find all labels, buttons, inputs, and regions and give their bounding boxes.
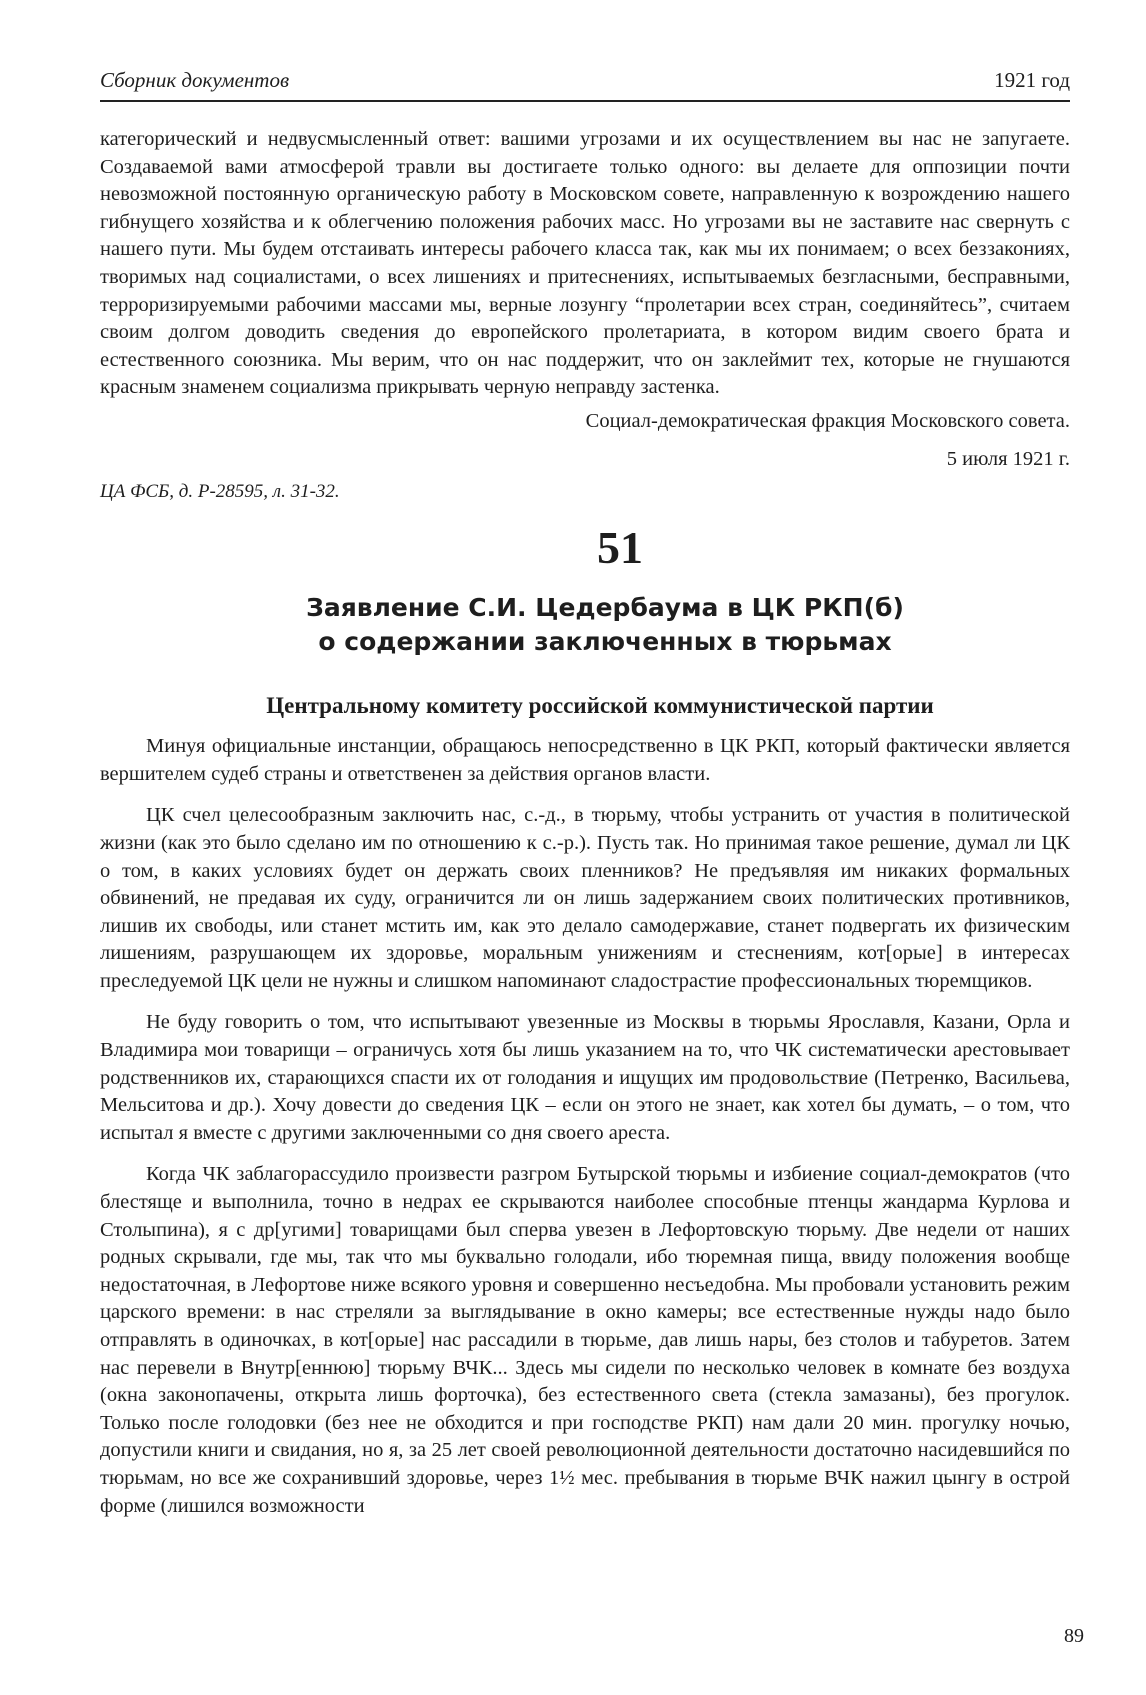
document-address: Центральному комитету российской коммунистической партии	[266, 693, 934, 719]
body-paragraph: Не буду говорить о том, что испытывают увезенные из Москвы в тюрьмы Ярославля, Казани, Орла и Владимира мои товарищи – ограничусь хотя бы лишь указанием на то, что ЧК систематически арестовывает родственников их, старающихся спасти их от голодания и ищущих им продовольствие (Петренко, Васильева, Мельситова и др.). Хочу довести до сведения ЦК – если он этого не знает, как хотел бы думать, – о том, что испытал я вместе с другими заключенными со дня своего ареста.	[100, 1011, 1070, 1144]
document-title-line-1: Заявление С.И. Цедербаума в ЦК РКП(б)	[306, 593, 904, 623]
header-year: 1921 год	[994, 68, 1070, 92]
body-paragraph: Когда ЧК заблагорассудило произвести разгром Бутырской тюрьмы и избиение социал-демократов (что блестяще и выполнила, точно в недрах ее скрываются наиболее способные птенцы жандарма Курлова и Столыпина), я с др[угими] товарищами был сперва увезен в Лефортовскую тюрьму. Две недели от наших родных скрывали, где мы, так что мы буквально голодали, ибо тюремная пища, ввиду положения вообще недостаточная, в Лефортове ниже всякого уровня и совершенно несъедобна. Мы пробовали установить режим царского времени: в нас стреляли за выглядывание в окно камеры; все естественные нужды надо было отправлять в одиночках, в кот[орые] нас рассадили в тюрьме, дав лишь нары, без столов и табуретов. Затем нас перевели в Внутр[еннюю] тюрьму ВЧК... Здесь мы сидели по несколько человек в комнате без воздуха (окна законопачены, открыта лишь форточка), без естественного света (стекла замазаны), без прогулок. Только после голодовки (без нее не обходится и при господстве РКП) нам дали 20 мин. прогулку ночью, допустили книги и свидания, но я, за 25 лет своей революционной деятельности достаточно насидевшийся по тюрьмам, но все же сохранивший здоровье, через 1½ мес. пребывания в тюрьме ВЧК нажил цынгу в острой форме (лишился возможности	[100, 1163, 1070, 1517]
body-paragraph: ЦК счел целесообразным заключить нас, с.-д., в тюрьму, чтобы устранить от участия в политической жизни (как это было сделано им по отношению к с.-р.). Пусть так. Но принимая такое решение, думал ли ЦК о том, в каких условиях будет он держать своих пленников? Не предъявляя им никаких формальных обвинений, не предавая их суду, ограничится ли он лишь задержанием своих политических противников, лишив их свободы, или станет мстить им, как это делало самодержавие, станет подвергать их физическим лишениям, разрушающем их здоровье, моральным унижениям и стеснениям, кот[орые] в интересах преследуемой ЦК цели не нужны и слишком напоминают сладострастие профессиональных тюремщиков.	[100, 804, 1070, 992]
document-date: 5 июля 1921 г.	[946, 447, 1070, 470]
signature: Социал-демократическая фракция Московского совета.	[585, 409, 1070, 432]
archive-source: ЦА ФСБ, д. Р-28595, л. 31-32.	[100, 481, 340, 503]
previous-document-text: категорический и недвусмысленный ответ: вашими угрозами и их осуществлением вы нас не запугаете. Создаваемой вами атмосферой травли вы достигаете только одного: вы делаете для оппозиции почти невозможной постоянную органическую работу в Московском совете, направленную к возрождению нашего гибнущего хозяйства и к облегчению положения рабочих масс. Но угрозами вы не заставите нас свернуть с нашего пути. Мы будем отстаивать интересы рабочего класса так, как мы их понимаем; о всех беззакониях, творимых над социалистами, о всех лишениях и притеснениях, испытываемых безгласными, бесправными, терроризируемыми рабочими массами мы, верные лозунгу “пролетарии всех стран, соединяйтесь”, считаем своим долгом доводить сведения до европейского пролетариата, в котором видим своего брата и естественного союзника. Мы верим, что он нас поддержит, что он заклеймит тех, которые не гнушаются красным знаменем социализма прикрывать черную неправду застенка.	[100, 128, 1070, 399]
document-title	[100, 591, 1070, 659]
header-collection-title: Сборник документов	[100, 68, 290, 92]
document-body	[100, 733, 1070, 1520]
body-paragraph: Минуя официальные инстанции, обращаюсь непосредственно в ЦК РКП, который фактически является вершителем судеб страны и ответственен за действия органов власти.	[100, 735, 1070, 785]
document-number: 51	[597, 522, 643, 574]
running-header	[100, 64, 1070, 102]
document-title-line-2: о содержании заключенных в тюрьмах	[318, 627, 892, 657]
page-number: 89	[1064, 1625, 1084, 1647]
source-row	[100, 475, 1070, 515]
page-content	[100, 126, 1070, 1534]
